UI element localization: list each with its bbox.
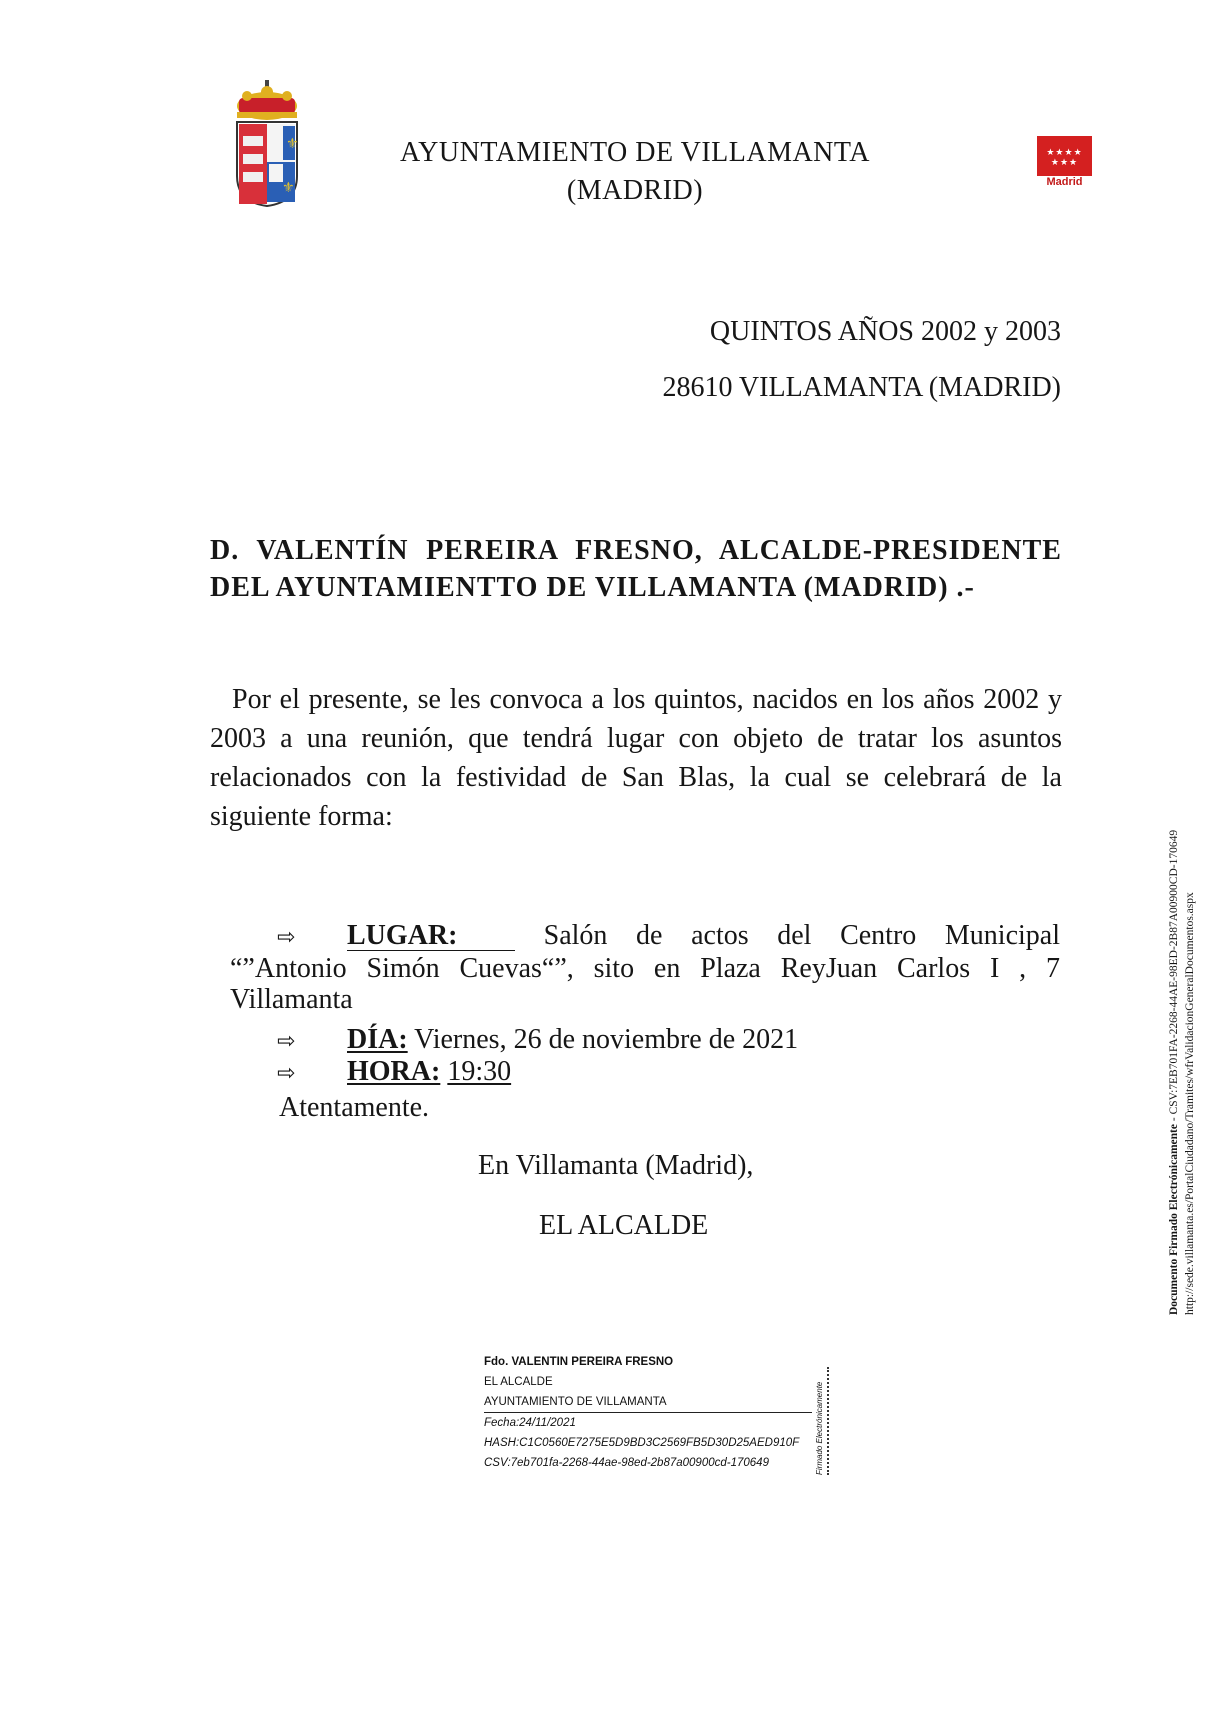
lugar-line1-row [230,920,1060,953]
margin-note-csv: - CSV:7EB701FA-2268-44AE-98ED-2B87A00900CD-170649 [1168,829,1180,1125]
madrid-flag-icon [1037,136,1092,176]
margin-verification-note [1166,830,1198,1315]
madrid-region-logo [1037,136,1092,188]
city-date: En Villamanta (Madrid), [478,1150,754,1181]
stamp-csv: CSV:7eb701fa-2268-44ae-98ed-2b87a00900cd-170649 [484,1457,769,1469]
stamp-hash: HASH:C1C0560E7275E5D9BD3C2569FB5D30D25AED910F [484,1437,800,1449]
dia-label: DÍA: [347,1024,408,1055]
stars-icon: ★★★★ ★★★ [1046,148,1083,168]
lugar-item [230,920,1060,1015]
stamp-signer: Fdo. VALENTIN PEREIRA FRESNO [484,1356,674,1368]
body-paragraph [210,680,1062,836]
margin-note-bold: Documento Firmado Electrónicamente [1168,1124,1180,1315]
arrow-right-icon: ⇨ [277,1029,296,1054]
stamp-date: Fecha:24/11/2021 [484,1417,576,1429]
mayor-line2: DEL AYUNTAMIENTTO DE VILLAMANTA (MADRID) .- [210,572,975,603]
hora-label: HORA: [347,1056,441,1087]
stamp-entity: AYUNTAMIENTO DE VILLAMANTA [484,1392,812,1413]
lugar-line3: Villamanta [230,984,353,1015]
arrow-right-icon: ⇨ [277,1061,296,1086]
header-title [330,134,940,210]
recipient-line1: QUINTOS AÑOS 2002 y 2003 [709,316,1061,347]
svg-text:⚜: ⚜ [282,180,295,196]
electronic-signature-stamp [484,1352,824,1473]
header-title-line1: AYUNTAMIENTO DE VILLAMANTA [400,137,870,168]
coat-of-arms-icon [233,80,301,208]
signature-role: EL ALCALDE [539,1210,709,1241]
body-paragraph-text: Por el presente, se les convoca a los quintos, nacidos en los años 2002 y 2003 a una reunión, que tendrá lugar con objeto de tratar los asuntos relacionados con la festividad de San Blas, la cual se celebrará de la siguiente forma: [210,684,1062,832]
recipient-block [662,304,1061,416]
lugar-line1: Salón de actos del Centro Municipal [543,920,1060,951]
hora-item [277,1056,511,1089]
stamp-side-label: Firmado Electrónicamente [815,1381,824,1475]
mayor-line1: D. VALENTÍN PEREIRA FRESNO, ALCALDE-PRESIDENTE [210,535,1062,566]
lugar-line2: “”Antonio Simón Cuevas“”, sito en Plaza ReyJuan Carlos I , 7 [230,953,1060,984]
margin-note-url[interactable]: http://sede.villamanta.es/PortalCiudadano/Tramites/wfrValidacionGeneralDocumentos.aspx [1184,892,1196,1315]
lugar-label: LUGAR: [347,922,515,951]
dia-item [277,1024,798,1057]
closing-text: Atentamente. [279,1092,430,1123]
dia-value: Viernes, 26 de noviembre de 2021 [414,1024,799,1055]
margin-note-line1 [1166,830,1182,1315]
stamp-side-bar [827,1367,831,1475]
madrid-logo-text: Madrid [1046,176,1083,188]
recipient-line2: 28610 VILLAMANTA (MADRID) [662,372,1061,403]
svg-text:⚜: ⚜ [286,136,299,152]
stamp-role: EL ALCALDE [484,1376,553,1388]
hora-value: 19:30 [447,1056,512,1087]
header-title-line2: (MADRID) [566,175,704,206]
arrow-right-icon: ⇨ [277,925,296,950]
mayor-heading [210,532,1062,606]
